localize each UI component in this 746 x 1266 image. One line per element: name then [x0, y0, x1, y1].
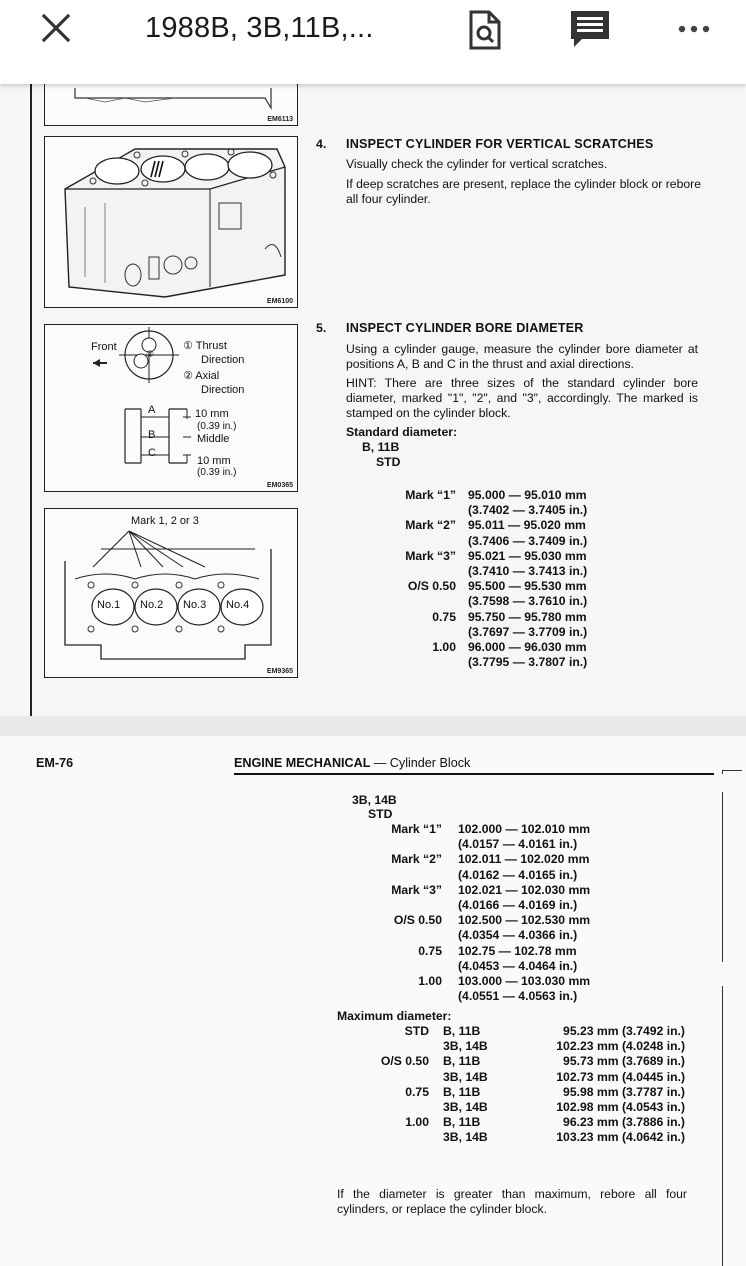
subsection-name: — Cylinder Block: [373, 756, 471, 770]
max-size: 1.00: [405, 1115, 429, 1130]
max-size: STD: [404, 1024, 429, 1038]
section-title: INSPECT CYLINDER BORE DIAMETER: [346, 321, 584, 335]
section-5: [316, 321, 698, 470]
search-document-icon[interactable]: [465, 8, 505, 52]
spec-label: Mark “1”: [391, 822, 442, 836]
max-value: 95.98 mm (3.7787 in.): [563, 1084, 685, 1099]
position-b: B: [148, 429, 156, 441]
section-title: INSPECT CYLINDER FOR VERTICAL SCRATCHES: [346, 137, 654, 151]
figure-cylinder-top: [44, 84, 298, 126]
spec-value: 96.000 — 96.030 mm: [468, 640, 587, 654]
engine-block-drawing: [45, 137, 299, 309]
max-size: 0.75: [405, 1084, 429, 1099]
page-header: [234, 756, 470, 770]
section-name: ENGINE MECHANICAL: [234, 756, 371, 770]
spec-value: (3.7598 — 3.7610 in.): [468, 594, 588, 609]
dimension-bottom-inches: (0.39 in.): [197, 467, 237, 478]
section-text: If deep scratches are present, replace the cylinder block or rebore all four cylinder.: [346, 177, 701, 206]
spec-value: 102.000 — 102.010 mm: [458, 822, 591, 836]
spec-label: Mark “3”: [405, 548, 456, 563]
position-a: A: [148, 404, 156, 416]
spec-value: (3.7402 — 3.7405 in.): [468, 503, 588, 518]
max-value: 103.23 mm (4.0642 in.): [556, 1130, 685, 1145]
spec-value: 102.021 — 102.030 mm: [458, 882, 591, 897]
page-em-76: [0, 736, 746, 1266]
spec-label: 1.00: [432, 640, 456, 654]
cylinder-no4: No.4: [226, 599, 250, 611]
cylinder-no3: No.3: [183, 599, 207, 611]
spec-value: 95.500 — 95.530 mm: [468, 579, 587, 594]
max-engine: B, 11B: [443, 1084, 481, 1099]
spec-label: Mark “2”: [391, 852, 442, 867]
page-edge: [722, 770, 742, 774]
spec-value: 102.75 — 102.78 mm: [458, 943, 577, 958]
standard-diameter-table: [340, 488, 680, 678]
max-engine: B, 11B: [443, 1115, 481, 1130]
legend-thrust-direction: Direction: [201, 354, 245, 366]
spec-value: 102.011 — 102.020 mm: [458, 852, 590, 867]
spec-value: (3.7795 — 3.7807 in.): [468, 655, 588, 670]
figure-cylinder-marks: [44, 508, 298, 678]
axial-marker: ②: [146, 349, 155, 359]
engine-label: B, 11B: [362, 440, 400, 454]
legend-axial-direction: Direction: [201, 384, 245, 396]
max-engine: 3B, 14B: [443, 1100, 488, 1114]
max-engine: 3B, 14B: [443, 1130, 488, 1145]
hint-text: HINT: There are three sizes of the standard cylinder bore diameter, marked "1", "2", and "3", accordingly. The marked is stamped on the cylinder block.: [346, 376, 698, 420]
dimension-bottom: 10 mm: [197, 455, 231, 467]
mark-label: Mark 1, 2 or 3: [131, 515, 199, 527]
document-title: 1988B, 3B,11B,...: [145, 12, 374, 44]
figure-code: EM9365: [266, 668, 293, 675]
spec-value: 95.000 — 95.010 mm: [468, 488, 587, 502]
max-engine: B, 11B: [443, 1054, 481, 1069]
spec-value: (4.0162 — 4.0165 in.): [458, 867, 578, 882]
spec-value: (4.0453 — 4.0464 in.): [458, 958, 578, 973]
engine-label: 3B, 14B: [352, 793, 397, 807]
cylinder-no1: No.1: [97, 599, 121, 611]
dimension-top-inches: (0.39 in.): [197, 421, 237, 432]
section-number: 4.: [316, 137, 327, 151]
maximum-heading: Maximum diameter:: [337, 1009, 452, 1023]
standard-heading: Standard diameter:: [346, 425, 458, 439]
max-engine: B, 11B: [443, 1024, 481, 1038]
maximum-diameter-table: [337, 1024, 697, 1148]
cylinder-no2: No.2: [140, 599, 164, 611]
middle-label: Middle: [197, 433, 230, 445]
front-label: Front: [91, 341, 117, 353]
spec-value: 103.000 — 103.030 mm: [458, 974, 591, 988]
figure-code: EM6113: [267, 116, 293, 123]
app-bar: [0, 0, 746, 84]
header-rule: [234, 773, 714, 775]
spec-label: O/S 0.50: [393, 913, 442, 928]
spec-label: 1.00: [418, 974, 442, 988]
figure-engine-block: [44, 136, 298, 308]
page-edge: [722, 792, 723, 962]
figure-code: EM6100: [266, 298, 293, 305]
more-icon[interactable]: [676, 14, 712, 44]
notes-icon[interactable]: [568, 6, 612, 50]
spec-label: 0.75: [432, 609, 456, 624]
figure-measure-positions: [44, 324, 298, 492]
page-edge: [722, 986, 723, 1266]
close-icon[interactable]: [36, 8, 76, 48]
max-value: 95.23 mm (3.7492 in.): [563, 1024, 685, 1038]
footer-text: If the diameter is greater than maximum, rebore all four cylinders, or replace the cylinder block.: [337, 1187, 687, 1216]
spec-value: (3.7406 — 3.7409 in.): [468, 533, 588, 548]
spec-value: 95.750 — 95.780 mm: [468, 609, 587, 624]
spec-label: Mark “2”: [405, 518, 456, 533]
max-value: 95.73 mm (3.7689 in.): [563, 1054, 685, 1069]
max-value: 102.23 mm (4.0248 in.): [556, 1039, 685, 1054]
legend-thrust: ① Thrust: [183, 340, 227, 352]
dimension-top: 10 mm: [195, 408, 229, 420]
position-c: C: [148, 447, 156, 459]
spec-value: 102.500 — 102.530 mm: [458, 913, 591, 928]
margin-rule: [30, 84, 32, 716]
spec-value: (4.0157 — 4.0161 in.): [458, 837, 578, 852]
max-engine: 3B, 14B: [443, 1039, 488, 1054]
max-engine: 3B, 14B: [443, 1069, 488, 1084]
spec-value: (4.0166 — 4.0169 in.): [458, 898, 578, 912]
spec-value: (4.0354 — 4.0366 in.): [458, 928, 578, 943]
spec-label: 0.75: [418, 943, 442, 958]
std-label: STD: [368, 807, 393, 821]
spec-value: (4.0551 — 4.0563 in.): [458, 989, 578, 1004]
max-value: 96.23 mm (3.7886 in.): [563, 1115, 685, 1130]
spec-label: Mark “1”: [405, 488, 456, 502]
section-text: Visually check the cylinder for vertical scratches.: [346, 157, 608, 171]
max-size: O/S 0.50: [380, 1054, 429, 1069]
measure-positions-drawing: [45, 325, 299, 493]
max-value: 102.98 mm (4.0543 in.): [556, 1100, 685, 1114]
page-em-75: [0, 84, 746, 716]
section-4: [316, 137, 706, 207]
page-gap: [0, 716, 746, 736]
cylinder-marks-drawing: [45, 509, 299, 679]
legend-axial: ② Axial: [183, 370, 220, 382]
spec-label: Mark “3”: [391, 882, 442, 897]
spec-value: 95.011 — 95.020 mm: [468, 518, 586, 533]
page-number: EM-76: [36, 756, 74, 770]
std-label: STD: [376, 455, 401, 469]
spec-value: (3.7410 — 3.7413 in.): [468, 564, 588, 578]
figure-code: EM0365: [266, 482, 293, 489]
spec-value: (3.7697 — 3.7709 in.): [468, 624, 588, 639]
max-value: 102.73 mm (4.0445 in.): [556, 1069, 685, 1084]
section-text: Using a cylinder gauge, measure the cylinder bore diameter at positions A, B and C in the thrust and axial directions.: [346, 342, 698, 371]
cylinder-bore-drawing: [45, 84, 299, 126]
standard-diameter-table: [330, 822, 690, 1006]
spec-value: 95.021 — 95.030 mm: [468, 548, 587, 563]
spec-label: O/S 0.50: [407, 579, 456, 594]
section-number: 5.: [316, 321, 327, 335]
